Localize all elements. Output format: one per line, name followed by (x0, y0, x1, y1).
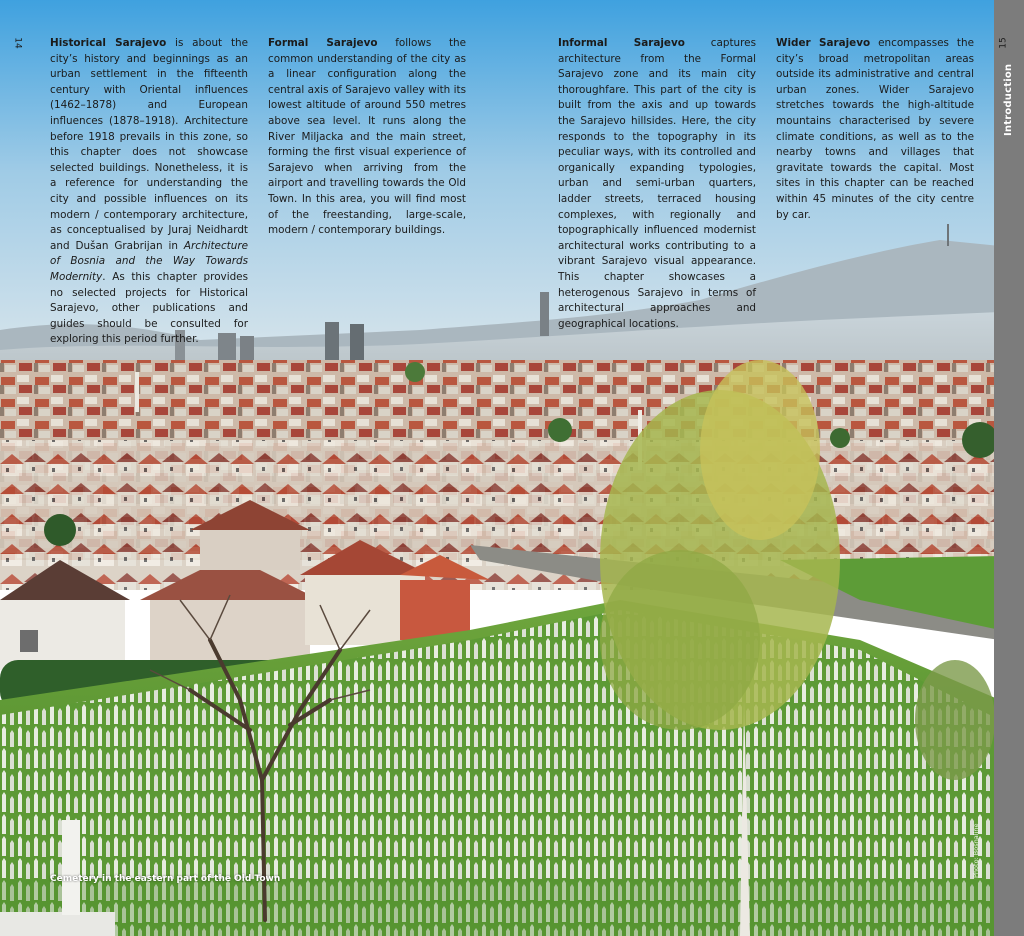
photo-caption: Cemetery in the eastern part of the Old Town (50, 874, 281, 884)
page-number-left: 14 (12, 37, 23, 49)
column-formal-sarajevo (268, 36, 466, 239)
column-text: captures architecture from the Formal Sarajevo zone and its main city thoroughfare. This part of the city is built from the axis and up towards the Sarajevo hillsides. Here, the city responds to the topography in its peculiar ways, with its controlled and organically expanding typologies, urban and semi-urban quarters, ladder streets, terraced housing complexes, with regionally and topographically influenced modernist architectural works contributing to a vibrant Sarajevo visual appearance. This chapter showcases a heterogenous Sarajevo in terms of architectural approaches and geographical locations. (558, 37, 756, 330)
column-text: encompasses the city’s broad metropolitan areas outside its administrative and central urban zones. Wider Sarajevo stretches towards the high-altitude mountains characterised by severe climate conditions, as well as to the nearby towns and villages that gravitate towards the capital. Most sites in this chapter can be reached within 45 minutes of the city centre by car. (776, 37, 974, 221)
column-wider-sarajevo (776, 36, 974, 223)
column-historical-sarajevo (50, 36, 248, 348)
column-text: . As this chapter provides no selected projects for Historical Sarajevo, other publications and guides should be consulted for exploring this period further. (50, 270, 248, 346)
column-heading: Informal Sarajevo (558, 37, 685, 49)
column-informal-sarajevo (558, 36, 756, 332)
book-title: Architecture of Bosnia and the Way Towards Modernity (50, 239, 248, 283)
column-heading: Formal Sarajevo (268, 37, 378, 49)
column-heading: Wider Sarajevo (776, 37, 871, 49)
section-tab (994, 0, 1024, 936)
section-tab-label: Introduction (1003, 63, 1014, 136)
column-text: is about the city’s history and beginnings as an urban settlement in the fifteenth century with Oriental influences (1462–1878) and European influences (1878–1918). Architecture before 1918 prevails in this zone, so this chapter does not showcase selected buildings. Nonetheless, it is a reference for understanding the city and possible influences on its modern / contemporary architecture, as conceptualised by Juraj Neidhardt and Dušan Grabrijan in (50, 37, 248, 252)
column-heading: Historical Sarajevo (50, 37, 167, 49)
section-sidebar (994, 0, 1024, 936)
column-text: follows the common understanding of the city as a linear configuration along the central axis of Sarajevo valley with its lowest altitude of around 550 metres above sea level. It runs along the River Miljacka and the main street, forming the first visual experience of Sarajevo when arriving from the airport and travelling towards the Old Town. In this area, you will find most of the freestanding, large-scale, modern / contemporary buildings. (268, 37, 466, 237)
photo-credit: Photo: Bosnaline (972, 823, 980, 878)
page-number-right: 15 (998, 37, 1009, 49)
